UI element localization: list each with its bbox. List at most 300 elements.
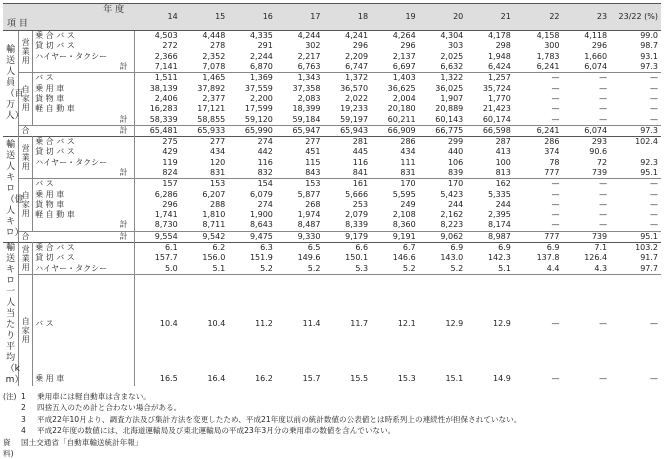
value-cell: 4,241 bbox=[345, 31, 369, 41]
value-cell: — bbox=[650, 83, 658, 93]
value-cell: 1,369 bbox=[228, 73, 276, 84]
table-row bbox=[3, 200, 661, 210]
value-cell: 4,335 bbox=[249, 31, 273, 41]
note-row bbox=[3, 391, 661, 402]
section-category-cell bbox=[3, 136, 24, 242]
year-header: 15 bbox=[181, 4, 229, 31]
value-cell: — bbox=[599, 210, 608, 220]
value-cell: 35,724 bbox=[482, 83, 511, 93]
value-cell: 5,877 bbox=[297, 189, 321, 199]
value-cell: 157.7 bbox=[154, 253, 178, 263]
table-row bbox=[3, 73, 661, 84]
value-cell: 95.1 bbox=[640, 168, 658, 177]
value-cell: 78 bbox=[549, 157, 560, 167]
value-cell: 2,004 bbox=[392, 93, 416, 103]
value-cell: 14.9 bbox=[493, 374, 511, 384]
total-label: 合 bbox=[19, 231, 33, 242]
value-cell: 17,599 bbox=[244, 104, 273, 114]
value-cell: 296 bbox=[162, 199, 178, 209]
value-cell: 272 bbox=[162, 41, 178, 51]
value-cell: 434 bbox=[210, 147, 226, 157]
value-cell: — bbox=[551, 114, 560, 124]
value-cell: 2,209 bbox=[345, 51, 369, 61]
value-cell: 6,079 bbox=[249, 189, 273, 199]
value-cell: 4.3 bbox=[594, 263, 608, 273]
value-cell: 6.5 bbox=[276, 242, 324, 253]
value-cell: 90.6 bbox=[589, 147, 608, 157]
value-cell: 6.2 bbox=[181, 242, 229, 253]
value-cell: 4,118 bbox=[584, 31, 608, 41]
value-cell: 253 bbox=[352, 199, 369, 209]
row-kind-label: 乗 合 バ ス bbox=[33, 136, 135, 147]
value-cell: 36,025 bbox=[435, 83, 464, 93]
value-cell: — bbox=[650, 374, 658, 384]
value-cell: 5.2 bbox=[450, 263, 464, 273]
value-cell: 1,372 bbox=[323, 73, 371, 84]
table-body bbox=[3, 31, 661, 386]
value-cell: 4,448 bbox=[202, 31, 226, 41]
value-cell: — bbox=[551, 83, 560, 93]
value-cell: 99.0 bbox=[640, 31, 658, 41]
value-cell: 103.2 bbox=[610, 242, 661, 253]
section-category-cell bbox=[3, 242, 24, 386]
value-cell: 8,487 bbox=[297, 220, 321, 230]
value-cell: — bbox=[610, 179, 661, 190]
total-value-cell: 9,179 bbox=[323, 231, 371, 242]
value-cell: 162 bbox=[466, 179, 514, 190]
value-cell: 4,264 bbox=[392, 31, 416, 41]
value-cell: — bbox=[514, 179, 563, 190]
value-cell: — bbox=[599, 114, 608, 124]
total-value-cell: 9,062 bbox=[419, 231, 467, 242]
value-cell: 8,643 bbox=[249, 220, 273, 230]
value-cell: 59,184 bbox=[292, 114, 321, 124]
value-cell: 59,197 bbox=[340, 114, 369, 124]
value-cell: 2,108 bbox=[392, 210, 416, 220]
value-cell: 16.5 bbox=[159, 374, 178, 384]
total-value-cell: 95.1 bbox=[610, 231, 661, 242]
value-cell: 142.3 bbox=[487, 253, 511, 263]
value-cell: 6.9 bbox=[466, 242, 514, 253]
value-cell: 2,352 bbox=[202, 51, 226, 61]
total-value-cell: 9,554 bbox=[134, 231, 181, 242]
row-kind-label: 乗 合 バ ス bbox=[33, 31, 135, 42]
row-kind-label: ハイヤー・タクシー bbox=[33, 52, 135, 62]
table-row bbox=[3, 253, 661, 263]
total-value-cell: 739 bbox=[563, 231, 611, 242]
row-kind-label: 軽 自 動 車 bbox=[33, 210, 135, 220]
value-cell: 1,783 bbox=[536, 51, 560, 61]
value-cell: 6,286 bbox=[154, 189, 178, 199]
value-cell: 2,137 bbox=[392, 51, 416, 61]
value-cell: 16.2 bbox=[255, 374, 273, 384]
value-cell: 429 bbox=[162, 147, 178, 157]
value-cell: 1,741 bbox=[154, 210, 178, 220]
value-cell: 1,511 bbox=[134, 73, 181, 84]
row-kind-label: ハイヤー・タクシー bbox=[33, 158, 135, 168]
value-cell: 244 bbox=[495, 199, 511, 209]
value-cell: 1,974 bbox=[297, 210, 321, 220]
note-row bbox=[3, 425, 661, 436]
value-cell: 277 bbox=[276, 136, 324, 147]
year-header-label: 年 度 bbox=[103, 5, 125, 15]
value-cell: 2,025 bbox=[440, 51, 464, 61]
value-cell: 296 bbox=[591, 41, 608, 51]
value-cell: 2,079 bbox=[345, 210, 369, 220]
statistics-table-container bbox=[3, 3, 661, 459]
value-cell: 12.9 bbox=[466, 274, 514, 372]
value-cell: 106 bbox=[447, 157, 464, 167]
value-cell: — bbox=[514, 274, 563, 372]
total-value-cell: 9,475 bbox=[228, 231, 276, 242]
value-cell: — bbox=[599, 189, 608, 199]
value-cell: 6,747 bbox=[345, 62, 369, 72]
value-cell: 824 bbox=[162, 168, 178, 177]
value-cell: 37,892 bbox=[197, 83, 226, 93]
value-cell: 268 bbox=[305, 199, 321, 209]
value-cell: 6.1 bbox=[134, 242, 181, 253]
source-label: 資料) bbox=[3, 437, 14, 458]
value-cell: 137.8 bbox=[536, 253, 560, 263]
value-cell: 5.0 bbox=[164, 263, 178, 273]
total-kind-label: 計 bbox=[33, 125, 135, 136]
value-cell: 286 bbox=[371, 136, 419, 147]
value-cell: 19,233 bbox=[340, 104, 369, 114]
table-row bbox=[3, 179, 661, 190]
value-cell: 841 bbox=[352, 168, 369, 177]
row-kind-label: バ ス bbox=[33, 274, 135, 372]
value-cell: — bbox=[563, 179, 611, 190]
value-cell: 36,625 bbox=[387, 83, 416, 93]
value-cell: 1,907 bbox=[440, 93, 464, 103]
value-cell: 6,241 bbox=[536, 62, 560, 72]
source-row bbox=[3, 437, 661, 459]
table-row bbox=[3, 373, 661, 386]
value-cell: 4,503 bbox=[154, 31, 178, 41]
note-text: 平成22年度の数値には、北海道運輸局及び東北運輸局の平成23年3月分の乗用車の数値を含んでいない。 bbox=[37, 426, 396, 436]
note-number: 4 bbox=[21, 426, 26, 436]
note-text: 乗用車には軽自動車は含まない。 bbox=[37, 391, 151, 401]
value-cell: — bbox=[551, 210, 560, 220]
value-cell: 6,697 bbox=[392, 62, 416, 72]
value-cell: 15.7 bbox=[302, 374, 321, 384]
value-cell: 293 bbox=[563, 136, 611, 147]
value-cell: 451 bbox=[305, 147, 321, 157]
value-cell: 6.6 bbox=[323, 242, 371, 253]
value-cell: 102.4 bbox=[610, 136, 661, 147]
value-cell: 2,022 bbox=[345, 93, 369, 103]
transport-statistics-table bbox=[3, 3, 661, 386]
group-label: 営業用 bbox=[21, 144, 30, 172]
value-cell: 777 bbox=[544, 168, 560, 177]
value-cell: 286 bbox=[514, 136, 563, 147]
value-cell: 6,424 bbox=[487, 62, 511, 72]
value-cell: — bbox=[610, 73, 661, 84]
group-label: 自家用 bbox=[21, 191, 30, 219]
value-cell: 36,570 bbox=[340, 83, 369, 93]
value-cell: 97.3 bbox=[640, 62, 658, 72]
table-row bbox=[3, 274, 661, 372]
value-cell: 2,406 bbox=[154, 93, 178, 103]
value-cell: 277 bbox=[181, 136, 229, 147]
value-cell: 12.9 bbox=[419, 274, 467, 372]
total-value-cell: 8,987 bbox=[466, 231, 514, 242]
value-cell: — bbox=[650, 93, 658, 103]
value-cell: 156.0 bbox=[202, 253, 226, 263]
notes-section bbox=[3, 391, 661, 459]
table-row bbox=[3, 168, 661, 179]
total-value-cell: 65,943 bbox=[323, 125, 371, 136]
value-cell: 299 bbox=[419, 136, 467, 147]
note-text: 四捨五入のため計と合わない場合がある。 bbox=[37, 403, 182, 413]
value-cell: 249 bbox=[400, 199, 416, 209]
value-cell: — bbox=[650, 189, 658, 199]
value-cell: 440 bbox=[447, 147, 464, 157]
value-cell: — bbox=[650, 210, 658, 220]
value-cell: 161 bbox=[323, 179, 371, 190]
value-cell: 16.4 bbox=[207, 374, 226, 384]
value-cell: 5,423 bbox=[440, 189, 464, 199]
value-cell: 157 bbox=[134, 179, 181, 190]
value-cell: 374 bbox=[544, 147, 560, 157]
value-cell: 59,120 bbox=[244, 114, 273, 124]
year-header: 18 bbox=[323, 4, 371, 31]
value-cell: 7,078 bbox=[202, 62, 226, 72]
value-cell: 8,360 bbox=[392, 220, 416, 230]
note-number: 3 bbox=[21, 414, 26, 424]
value-cell: 434 bbox=[400, 147, 416, 157]
table-row bbox=[3, 189, 661, 199]
row-kind-label: 乗 合 バ ス bbox=[33, 242, 135, 253]
value-cell: 72 bbox=[596, 157, 608, 167]
value-cell: 296 bbox=[400, 41, 416, 51]
section-category-label: 輸送キロ一人当たり平均（km） bbox=[5, 242, 24, 385]
value-cell: 7,141 bbox=[154, 62, 178, 72]
row-kind-label: 計 bbox=[33, 114, 135, 125]
table-row bbox=[3, 242, 661, 253]
value-cell: — bbox=[650, 114, 658, 124]
value-cell: 1,770 bbox=[487, 93, 511, 103]
value-cell: 37,358 bbox=[292, 83, 321, 93]
group-label-cell bbox=[19, 31, 33, 73]
value-cell: 287 bbox=[466, 136, 514, 147]
value-cell: 274 bbox=[228, 136, 276, 147]
value-cell: 6.3 bbox=[228, 242, 276, 253]
total-value-cell: 66,775 bbox=[419, 125, 467, 136]
group-label: 自家用 bbox=[21, 85, 30, 113]
value-cell: — bbox=[563, 274, 611, 372]
value-cell: 149.6 bbox=[297, 253, 321, 263]
row-kind-label: 計 bbox=[33, 220, 135, 231]
value-cell: 92.3 bbox=[640, 157, 658, 167]
value-cell: 60,174 bbox=[482, 114, 511, 124]
table-row bbox=[3, 41, 661, 51]
value-cell: 2,200 bbox=[249, 93, 273, 103]
total-value-cell: 9,330 bbox=[276, 231, 324, 242]
group-label-cell bbox=[19, 136, 33, 178]
value-cell: 6,207 bbox=[202, 189, 226, 199]
header-row bbox=[3, 4, 661, 31]
value-cell: 15.5 bbox=[350, 374, 369, 384]
value-cell: 170 bbox=[419, 179, 467, 190]
value-cell: 1,810 bbox=[202, 210, 226, 220]
row-kind-label: バ ス bbox=[33, 179, 135, 190]
value-cell: 38,139 bbox=[149, 83, 178, 93]
table-row bbox=[3, 210, 661, 220]
value-cell: 832 bbox=[257, 168, 273, 177]
value-cell: 2,217 bbox=[297, 51, 321, 61]
value-cell: 5.1 bbox=[212, 263, 226, 273]
value-cell: — bbox=[599, 374, 608, 384]
value-cell: 7.1 bbox=[563, 242, 611, 253]
value-cell: 831 bbox=[210, 168, 226, 177]
value-cell: 20,889 bbox=[435, 104, 464, 114]
value-cell: 275 bbox=[134, 136, 181, 147]
value-cell: 278 bbox=[210, 41, 226, 51]
total-row bbox=[3, 125, 661, 136]
table-row bbox=[3, 52, 661, 62]
row-kind-label: ハイヤー・タクシー bbox=[33, 264, 135, 275]
value-cell: 4,178 bbox=[487, 31, 511, 41]
section-category-label: 輸送人員（百万人） bbox=[5, 44, 24, 121]
value-cell: 60,211 bbox=[387, 114, 416, 124]
value-cell: 1,465 bbox=[181, 73, 229, 84]
value-cell: 16,283 bbox=[149, 104, 178, 114]
value-cell: 288 bbox=[210, 199, 226, 209]
row-kind-label: 計 bbox=[33, 168, 135, 179]
value-cell: 291 bbox=[257, 41, 273, 51]
source-text: 国土交通省「自動車輸送統計年報」 bbox=[21, 437, 143, 447]
table-row bbox=[3, 94, 661, 104]
total-value-cell: 66,598 bbox=[466, 125, 514, 136]
value-cell: — bbox=[599, 220, 608, 230]
value-cell: 37,559 bbox=[244, 83, 273, 93]
note-row bbox=[3, 402, 661, 413]
value-cell: — bbox=[599, 104, 608, 114]
value-cell: 5.2 bbox=[260, 263, 273, 273]
total-kind-label: 計 bbox=[33, 231, 135, 242]
row-kind-label: 貸 切 バ ス bbox=[33, 147, 135, 157]
row-kind-label: 貸 切 バ ス bbox=[33, 41, 135, 51]
value-cell: 143.0 bbox=[440, 253, 464, 263]
value-cell: 2,162 bbox=[440, 210, 464, 220]
group-label: 営業用 bbox=[21, 38, 30, 66]
year-header: 20 bbox=[419, 4, 467, 31]
value-cell: 1,257 bbox=[466, 73, 514, 84]
table-row bbox=[3, 158, 661, 168]
total-row bbox=[3, 231, 661, 242]
row-kind-label: 貨 物 車 bbox=[33, 94, 135, 104]
total-value-cell: 65,990 bbox=[228, 125, 276, 136]
value-cell: 98.7 bbox=[640, 41, 658, 51]
value-cell: 244 bbox=[447, 199, 464, 209]
value-cell: 813 bbox=[495, 168, 511, 177]
value-cell: — bbox=[563, 73, 611, 84]
value-cell: 93.1 bbox=[640, 51, 658, 61]
table-row bbox=[3, 31, 661, 42]
value-cell: 119 bbox=[162, 157, 178, 167]
value-cell: 4,304 bbox=[440, 31, 464, 41]
total-value-cell: 6,241 bbox=[514, 125, 563, 136]
value-cell: 15.1 bbox=[445, 374, 464, 384]
total-value-cell: 66,909 bbox=[371, 125, 419, 136]
value-cell: 126.4 bbox=[584, 253, 608, 263]
value-cell: — bbox=[551, 189, 560, 199]
note-row bbox=[3, 414, 661, 425]
value-cell: 413 bbox=[495, 147, 511, 157]
value-cell: 274 bbox=[257, 199, 273, 209]
value-cell: 5.2 bbox=[307, 263, 321, 273]
value-cell: 6.9 bbox=[514, 242, 563, 253]
value-cell: 442 bbox=[257, 147, 273, 157]
value-cell: 843 bbox=[305, 168, 321, 177]
total-value-cell: 97.3 bbox=[610, 125, 661, 136]
value-cell: 21,423 bbox=[482, 104, 511, 114]
value-cell: 15.3 bbox=[397, 374, 416, 384]
row-kind-label: バ ス bbox=[33, 73, 135, 84]
value-cell: — bbox=[599, 199, 608, 209]
value-cell: 2,366 bbox=[154, 51, 178, 61]
value-cell: 153 bbox=[181, 179, 229, 190]
value-cell: 116 bbox=[352, 157, 369, 167]
row-kind-label: 貸 切 バ ス bbox=[33, 253, 135, 263]
group-label-cell bbox=[19, 274, 33, 386]
value-cell: 2,244 bbox=[249, 51, 273, 61]
value-cell: — bbox=[650, 104, 658, 114]
value-cell: 6,763 bbox=[297, 62, 321, 72]
value-cell: 8,339 bbox=[345, 220, 369, 230]
value-cell: 4.4 bbox=[546, 263, 560, 273]
value-cell: — bbox=[551, 199, 560, 209]
total-value-cell: 65,481 bbox=[134, 125, 181, 136]
header-corner-cell bbox=[3, 4, 134, 31]
table-row bbox=[3, 83, 661, 93]
value-cell: 1,948 bbox=[487, 51, 511, 61]
value-cell: 5.2 bbox=[402, 263, 416, 273]
value-cell: 445 bbox=[352, 147, 369, 157]
row-kind-label: 貨 物 車 bbox=[33, 200, 135, 210]
value-cell: 151.9 bbox=[249, 253, 273, 263]
value-cell: 18,399 bbox=[292, 104, 321, 114]
value-cell: 839 bbox=[447, 168, 464, 177]
notes-label: (注) bbox=[3, 391, 17, 401]
total-value-cell: 65,947 bbox=[276, 125, 324, 136]
table-row bbox=[3, 264, 661, 275]
value-cell: 2,083 bbox=[297, 93, 321, 103]
value-cell: 281 bbox=[323, 136, 371, 147]
value-cell: 300 bbox=[544, 41, 560, 51]
value-cell: — bbox=[551, 104, 560, 114]
value-cell: 8,711 bbox=[202, 220, 226, 230]
total-value-cell: 65,933 bbox=[181, 125, 229, 136]
row-kind-label: 乗 用 車 bbox=[33, 189, 135, 199]
value-cell: 58,855 bbox=[197, 114, 226, 124]
value-cell: 170 bbox=[371, 179, 419, 190]
year-header: 16 bbox=[228, 4, 276, 31]
table-row bbox=[3, 147, 661, 157]
value-cell: 5.1 bbox=[498, 263, 511, 273]
row-kind-label: 乗 用 車 bbox=[33, 373, 135, 386]
value-cell: 6,074 bbox=[584, 62, 608, 72]
value-cell: 4,158 bbox=[536, 31, 560, 41]
table-row bbox=[3, 62, 661, 73]
value-cell: 120 bbox=[210, 157, 226, 167]
value-cell: 2,395 bbox=[487, 210, 511, 220]
value-cell: — bbox=[599, 93, 608, 103]
value-cell: — bbox=[599, 83, 608, 93]
year-header: 21 bbox=[466, 4, 514, 31]
value-cell: 12.1 bbox=[371, 274, 419, 372]
